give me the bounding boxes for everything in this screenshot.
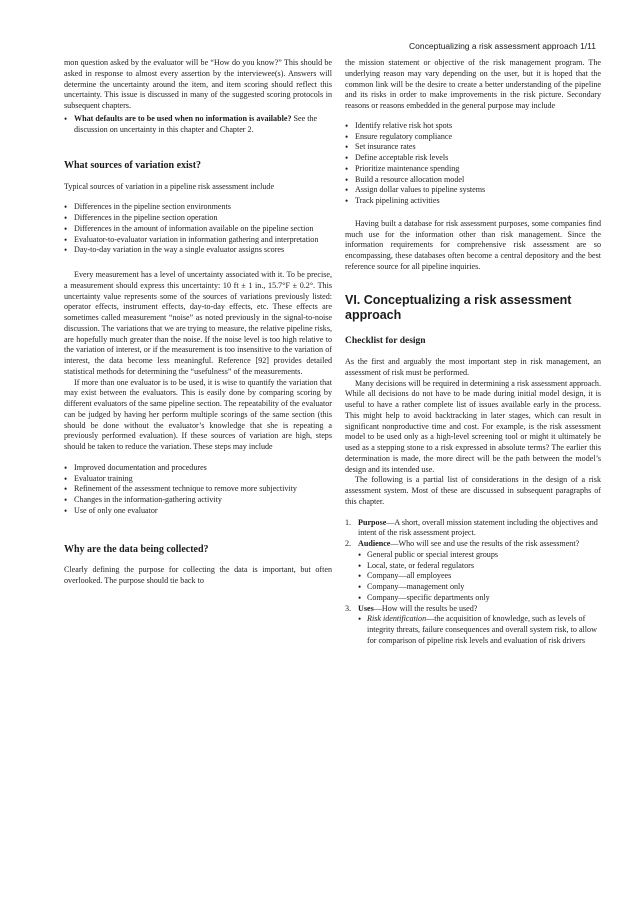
item-text: —How will the results be used? bbox=[373, 603, 478, 613]
design-paragraph-2: Many decisions will be required in determining a risk assessment approach. While all decisions do not have to be made during initial model design, it is useful to have a rather complete list of issues available early in the process. This might help to avoid backtracking in later stages, which can result in significant nonproductive time and cost. For example, is the risk assessment model to be used only as a high-level screening tool or might it ultimately be used as a stepping stone to a risk expressed in absolute terms? The earlier this determination is made, the more direct will be the path between the model’s design and its intended use. bbox=[345, 378, 601, 474]
list-item: • Define acceptable risk levels bbox=[345, 153, 601, 164]
item-text: —A short, overall mission statement including the objectives and intent of the risk assessment project. bbox=[358, 517, 598, 538]
evaluator-paragraph: If more than one evaluator is to be used, it is wise to quantify the variation that may exist between the evaluators. This is easily done by comparing scoring by different evaluators of the same pipeline section. The repeatability of the evaluator can be judged by having her perform multiple scorings of the same section (this should be done without the evaluator’s knowledge that she is repeating a previously performed evaluation). If these sources of variation are high, steps should be taken to reduce the variation. These steps may include bbox=[64, 377, 332, 452]
list-item: • Ensure regulatory compliance bbox=[345, 132, 601, 143]
list-item: • Improved documentation and procedures bbox=[64, 463, 332, 474]
sub-item-term: Risk identification bbox=[367, 614, 427, 624]
list-item: • Evaluator-to-evaluator variation in information gathering and interpretation bbox=[64, 235, 332, 246]
item-label: Uses bbox=[358, 603, 374, 613]
heading-why: Why are the data being collected? bbox=[64, 543, 209, 555]
measurement-paragraph: Every measurement has a level of uncertainty associated with it. To be precise, a measurement should express this uncertainty: 10 ft ± 1 in., 15.7°F ± 0.2°. This uncertainty value represents some of the sources of variations previously listed: operator effects, instrument effects, day-to-day effects, etc. These effects are sometimes called measurement “noise” as noted previously in the signal-to-noise discussion. The variations that we are trying to measure, the relative pipeline risks, are hopefully much greater than the noise. If the noise level is too high relative to the variation of interest, or if the measurement is too insensitive to the variation of interest, the data become less meaningful. Reference [92] provides detailed statistical methods for determining the “usefulness” of the measurements. bbox=[64, 270, 332, 376]
sub-item-text: —the acquisition of knowledge, such as levels of integrity threats, failure consequences and overall system risk, to allow for comparison of pipeline risk levels and evaluation of risk drivers bbox=[367, 614, 597, 645]
list-item: • Differences in the pipeline section environments bbox=[64, 202, 332, 213]
list-item: • Differences in the pipeline section operation bbox=[64, 213, 332, 224]
left-column bbox=[64, 58, 332, 586]
list-item bbox=[64, 114, 332, 136]
variation-list bbox=[64, 202, 332, 256]
list-item: • Identify relative risk hot spots bbox=[345, 121, 601, 132]
design-paragraph-1: As the first and arguably the most important step in risk management, an assessment of risk must be performed. bbox=[345, 357, 601, 377]
list-item: • Assign dollar values to pipeline systems bbox=[345, 185, 601, 196]
sub-item: • Company—management only bbox=[358, 582, 601, 593]
item-number: 3. bbox=[345, 603, 352, 613]
steps-list bbox=[64, 463, 332, 517]
item-number: 1. bbox=[345, 517, 352, 527]
checklist-heading: Checklist for design bbox=[345, 335, 426, 346]
list-item: • Prioritize maintenance spending bbox=[345, 164, 601, 175]
considerations-list bbox=[345, 518, 601, 647]
list-item: • Day-to-day variation in the way a single evaluator assigns scores bbox=[64, 245, 332, 256]
list-item: • Changes in the information-gathering activity bbox=[64, 495, 332, 506]
list-item: • Build a resource allocation model bbox=[345, 175, 601, 186]
purpose-list bbox=[345, 121, 601, 207]
item-label: Purpose bbox=[358, 517, 387, 527]
defaults-list bbox=[64, 114, 332, 136]
sub-item: • General public or special interest groups bbox=[358, 550, 601, 561]
intro-paragraph: mon question asked by the evaluator will be “How do you know?” This should be asked in response to almost every assertion by the interviewee(s). Answers will determine the uncertainty around the item, and item scoring should reflect this uncertainty. This issue is discussed in many of the suggested scoring protocols in subsequent chapters. bbox=[64, 58, 332, 110]
chapter-heading: VI. Conceptualizing a risk assessment approach bbox=[345, 292, 572, 322]
sub-item bbox=[358, 614, 601, 646]
right-column bbox=[345, 58, 601, 647]
sub-item: • Local, state, or federal regulators bbox=[358, 561, 601, 572]
item-text: —Who will see and use the results of the risk assessment? bbox=[390, 539, 580, 549]
list-item: • Use of only one evaluator bbox=[64, 506, 332, 517]
item-label: Audience bbox=[358, 539, 391, 549]
uses-sublist bbox=[358, 614, 601, 646]
list-item: • Evaluator training bbox=[64, 474, 332, 485]
variation-intro: Typical sources of variation in a pipeline risk assessment include bbox=[64, 181, 275, 191]
running-head: Conceptualizing a risk assessment approach 1/11 bbox=[409, 41, 596, 51]
mission-paragraph: the mission statement or objective of the risk management program. The underlying reason may vary depending on the user, but it is hoped that the common link will be the desire to create a better understanding of the pipeline and its risks in order to make improvements in the risk picture. Secondary reasons or reasons embedded in the general purpose may include bbox=[345, 58, 601, 110]
item-number: 2. bbox=[345, 539, 352, 549]
list-item: • Refinement of the assessment technique to remove more subjectivity bbox=[64, 484, 332, 495]
heading-variation: What sources of variation exist? bbox=[64, 160, 202, 172]
why-paragraph: Clearly defining the purpose for collecting the data is important, but often overlooked. The purpose should tie back to bbox=[64, 564, 332, 585]
list-item: • Track pipelining activities bbox=[345, 196, 601, 207]
audience-sublist bbox=[358, 550, 601, 604]
list-item: • Set insurance rates bbox=[345, 142, 601, 153]
list-item bbox=[345, 518, 601, 540]
defaults-answer: See the discussion on uncertainty in this chapter and Chapter 2. bbox=[74, 113, 318, 134]
sub-item: • Company—all employees bbox=[358, 571, 601, 582]
design-paragraph-3: The following is a partial list of considerations in the design of a risk assessment system. Most of these are discussed in subsequent paragraphs of this chapter. bbox=[345, 475, 601, 506]
sub-item: • Company—specific departments only bbox=[358, 593, 601, 604]
defaults-question: What defaults are to be used when no information is available? bbox=[74, 113, 292, 123]
list-item bbox=[345, 539, 601, 604]
database-paragraph: Having built a database for risk assessment purposes, some companies find much use for the information other than risk management. Since the information requirements for comprehensive risk assessment are so encompassing, these databases often become a central depository and the best reference source for all pipeline inquiries. bbox=[345, 218, 601, 271]
list-item bbox=[345, 604, 601, 647]
list-item: • Differences in the amount of information available on the pipeline section bbox=[64, 224, 332, 235]
